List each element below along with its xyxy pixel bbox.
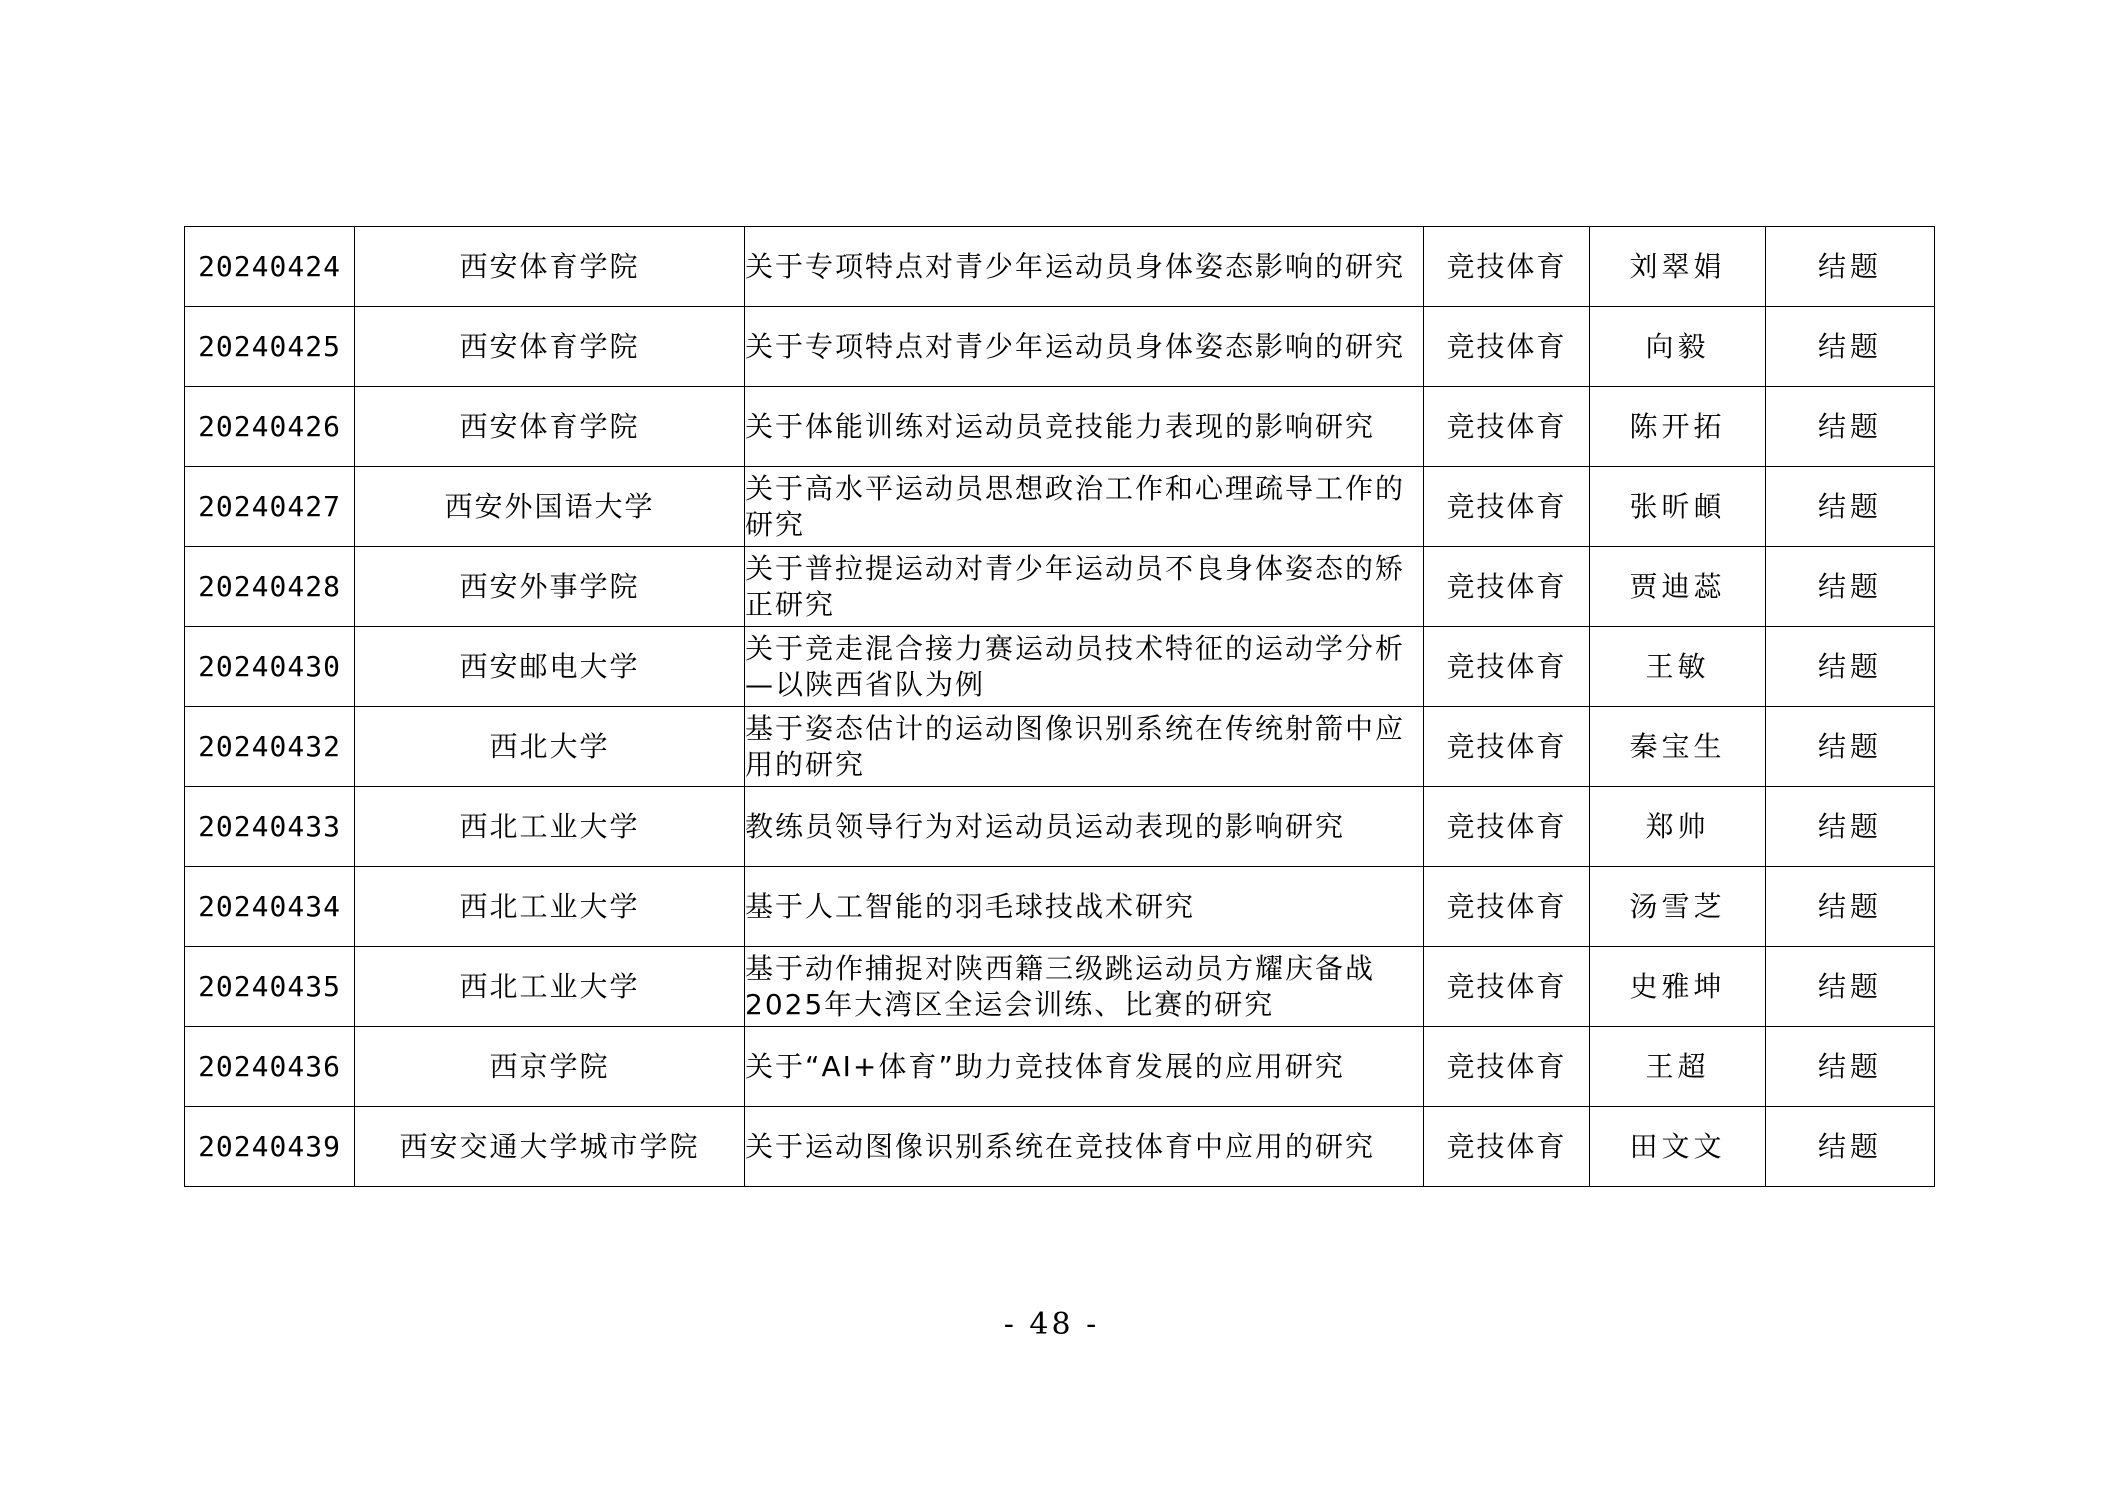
category-cell: 竞技体育 xyxy=(1424,947,1590,1027)
project-title-cell: 关于竞走混合接力赛运动员技术特征的运动学分析—以陕西省队为例 xyxy=(745,627,1424,707)
project-id-cell: 20240430 xyxy=(185,627,355,707)
person-cell: 汤雪芝 xyxy=(1590,867,1766,947)
institution-cell: 西京学院 xyxy=(355,1027,745,1107)
status-cell: 结题 xyxy=(1766,467,1935,547)
category-cell: 竞技体育 xyxy=(1424,627,1590,707)
project-id-cell: 20240439 xyxy=(185,1107,355,1187)
category-cell: 竞技体育 xyxy=(1424,1107,1590,1187)
table-row xyxy=(185,387,1935,467)
category-cell: 竞技体育 xyxy=(1424,787,1590,867)
person-cell: 张昕頔 xyxy=(1590,467,1766,547)
page-number: - 48 - xyxy=(1003,1307,1100,1342)
table-row xyxy=(185,707,1935,787)
status-cell: 结题 xyxy=(1766,867,1935,947)
institution-cell: 西安外事学院 xyxy=(355,547,745,627)
institution-cell: 西安体育学院 xyxy=(355,387,745,467)
project-id-cell: 20240425 xyxy=(185,307,355,387)
project-id-cell: 20240436 xyxy=(185,1027,355,1107)
person-cell: 向毅 xyxy=(1590,307,1766,387)
table-row xyxy=(185,467,1935,547)
status-cell: 结题 xyxy=(1766,547,1935,627)
institution-cell: 西安外国语大学 xyxy=(355,467,745,547)
project-id-cell: 20240435 xyxy=(185,947,355,1027)
person-cell: 王超 xyxy=(1590,1027,1766,1107)
project-table xyxy=(184,226,1935,1187)
category-cell: 竞技体育 xyxy=(1424,467,1590,547)
project-id-cell: 20240427 xyxy=(185,467,355,547)
project-id-cell: 20240428 xyxy=(185,547,355,627)
status-cell: 结题 xyxy=(1766,787,1935,867)
person-cell: 秦宝生 xyxy=(1590,707,1766,787)
institution-cell: 西安邮电大学 xyxy=(355,627,745,707)
person-cell: 王敏 xyxy=(1590,627,1766,707)
project-title-cell: 关于专项特点对青少年运动员身体姿态影响的研究 xyxy=(745,227,1424,307)
person-cell: 刘翠娟 xyxy=(1590,227,1766,307)
category-cell: 竞技体育 xyxy=(1424,307,1590,387)
status-cell: 结题 xyxy=(1766,307,1935,387)
institution-cell: 西北大学 xyxy=(355,707,745,787)
status-cell: 结题 xyxy=(1766,1027,1935,1107)
person-cell: 陈开拓 xyxy=(1590,387,1766,467)
project-id-cell: 20240426 xyxy=(185,387,355,467)
table-row xyxy=(185,867,1935,947)
category-cell: 竞技体育 xyxy=(1424,707,1590,787)
project-title-cell: 基于人工智能的羽毛球技战术研究 xyxy=(745,867,1424,947)
institution-cell: 西安体育学院 xyxy=(355,227,745,307)
institution-cell: 西北工业大学 xyxy=(355,867,745,947)
project-title-cell: 关于体能训练对运动员竞技能力表现的影响研究 xyxy=(745,387,1424,467)
person-cell: 田文文 xyxy=(1590,1107,1766,1187)
category-cell: 竞技体育 xyxy=(1424,867,1590,947)
project-title-cell: 关于“AI+体育”助力竞技体育发展的应用研究 xyxy=(745,1027,1424,1107)
table-row xyxy=(185,627,1935,707)
table-row xyxy=(185,307,1935,387)
person-cell: 史雅坤 xyxy=(1590,947,1766,1027)
project-title-cell: 关于运动图像识别系统在竞技体育中应用的研究 xyxy=(745,1107,1424,1187)
category-cell: 竞技体育 xyxy=(1424,1027,1590,1107)
category-cell: 竞技体育 xyxy=(1424,387,1590,467)
project-title-cell: 基于动作捕捉对陕西籍三级跳运动员方耀庆备战2025年大湾区全运会训练、比赛的研究 xyxy=(745,947,1424,1027)
person-cell: 郑帅 xyxy=(1590,787,1766,867)
status-cell: 结题 xyxy=(1766,1107,1935,1187)
institution-cell: 西安体育学院 xyxy=(355,307,745,387)
table-row xyxy=(185,1107,1935,1187)
category-cell: 竞技体育 xyxy=(1424,227,1590,307)
project-title-cell: 基于姿态估计的运动图像识别系统在传统射箭中应用的研究 xyxy=(745,707,1424,787)
project-title-cell: 教练员领导行为对运动员运动表现的影响研究 xyxy=(745,787,1424,867)
institution-cell: 西北工业大学 xyxy=(355,787,745,867)
project-id-cell: 20240424 xyxy=(185,227,355,307)
project-id-cell: 20240432 xyxy=(185,707,355,787)
project-id-cell: 20240434 xyxy=(185,867,355,947)
category-cell: 竞技体育 xyxy=(1424,547,1590,627)
project-title-cell: 关于高水平运动员思想政治工作和心理疏导工作的研究 xyxy=(745,467,1424,547)
institution-cell: 西北工业大学 xyxy=(355,947,745,1027)
project-title-cell: 关于普拉提运动对青少年运动员不良身体姿态的矫正研究 xyxy=(745,547,1424,627)
person-cell: 贾迪蕊 xyxy=(1590,547,1766,627)
table-row xyxy=(185,547,1935,627)
status-cell: 结题 xyxy=(1766,947,1935,1027)
status-cell: 结题 xyxy=(1766,707,1935,787)
status-cell: 结题 xyxy=(1766,627,1935,707)
institution-cell: 西安交通大学城市学院 xyxy=(355,1107,745,1187)
table-row xyxy=(185,227,1935,307)
table-row xyxy=(185,787,1935,867)
project-title-cell: 关于专项特点对青少年运动员身体姿态影响的研究 xyxy=(745,307,1424,387)
status-cell: 结题 xyxy=(1766,387,1935,467)
table-row xyxy=(185,1027,1935,1107)
table-row xyxy=(185,947,1935,1027)
table-body xyxy=(185,227,1935,1187)
project-id-cell: 20240433 xyxy=(185,787,355,867)
status-cell: 结题 xyxy=(1766,227,1935,307)
